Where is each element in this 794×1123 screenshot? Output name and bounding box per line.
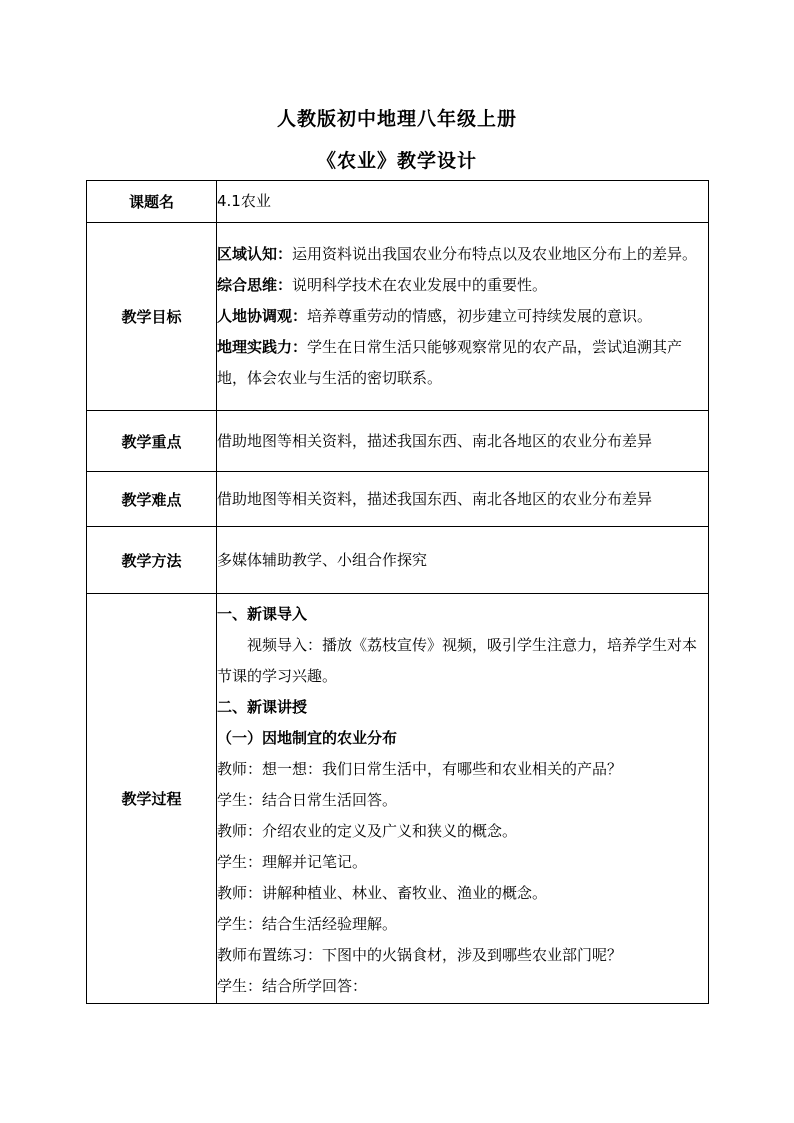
goal-text: 说明科学技术在农业发展中的重要性。 [292, 276, 548, 294]
difficulties-value: 借助地图等相关资料，描述我国东西、南北各地区的农业分布差异 [217, 472, 709, 527]
difficulties-label: 教学难点 [87, 472, 217, 527]
table-row-goals [87, 223, 709, 411]
process-line: 教师：介绍农业的定义及广义和狭义的概念。 [217, 822, 518, 840]
lesson-plan-table [86, 180, 709, 1004]
process-line: 学生：理解并记笔记。 [217, 853, 368, 871]
goal-lead: 人地协调观： [217, 307, 308, 325]
subsection-heading: （一）因地制宜的农业分布 [217, 729, 398, 747]
topic-value: 4.1农业 [217, 181, 709, 223]
process-line: 教师布置练习：下图中的火锅食材，涉及到哪些农业部门呢？ [217, 946, 623, 964]
goal-text: 运用资料说出我国农业分布特点以及农业地区分布上的差异。 [292, 245, 698, 263]
intro-paragraph: 视频导入：播放《荔枝宣传》视频，吸引学生注意力，培养学生对本节课的学习兴趣。 [217, 636, 698, 685]
methods-value: 多媒体辅助教学、小组合作探究 [217, 527, 709, 594]
goals-label: 教学目标 [87, 223, 217, 411]
key-points-value: 借助地图等相关资料，描述我国东西、南北各地区的农业分布差异 [217, 411, 709, 472]
section-heading-intro: 一、新课导入 [217, 605, 308, 623]
document-title: 人教版初中地理八年级上册 [276, 108, 517, 130]
goal-lead: 地理实践力： [217, 338, 308, 356]
key-points-label: 教学重点 [87, 411, 217, 472]
goal-item [217, 270, 708, 301]
process-line: 教师：想一想：我们日常生活中，有哪些和农业相关的产品？ [217, 760, 623, 778]
table-row-difficulties [87, 472, 709, 527]
goal-lead: 区域认知： [217, 245, 293, 263]
goal-item [217, 239, 708, 270]
topic-label: 课题名 [87, 181, 217, 223]
section-heading-teaching: 二、新课讲授 [217, 698, 308, 716]
process-line: 学生：结合所学回答： [217, 977, 368, 995]
process-line: 学生：结合生活经验理解。 [217, 915, 398, 933]
table-row-key-points [87, 411, 709, 472]
goal-lead: 综合思维： [217, 276, 293, 294]
goal-text: 学生在日常生活只能够观察常见的农产品，尝试追溯其产地，体会农业与生活的密切联系。 [217, 338, 683, 387]
process-label: 教学过程 [87, 594, 217, 1004]
table-row-methods [87, 527, 709, 594]
goal-item [217, 301, 708, 332]
goal-text: 培养尊重劳动的情感，初步建立可持续发展的意识。 [307, 307, 653, 325]
process-line: 学生：结合日常生活回答。 [217, 791, 398, 809]
table-row-process [87, 594, 709, 1004]
table-row-topic [87, 181, 709, 223]
methods-label: 教学方法 [87, 527, 217, 594]
process-line: 教师：讲解种植业、林业、畜牧业、渔业的概念。 [217, 884, 548, 902]
goal-item [217, 332, 708, 394]
document-subtitle: 《农业》教学设计 [316, 150, 477, 172]
process-content [217, 594, 709, 1004]
goals-content [217, 223, 709, 411]
